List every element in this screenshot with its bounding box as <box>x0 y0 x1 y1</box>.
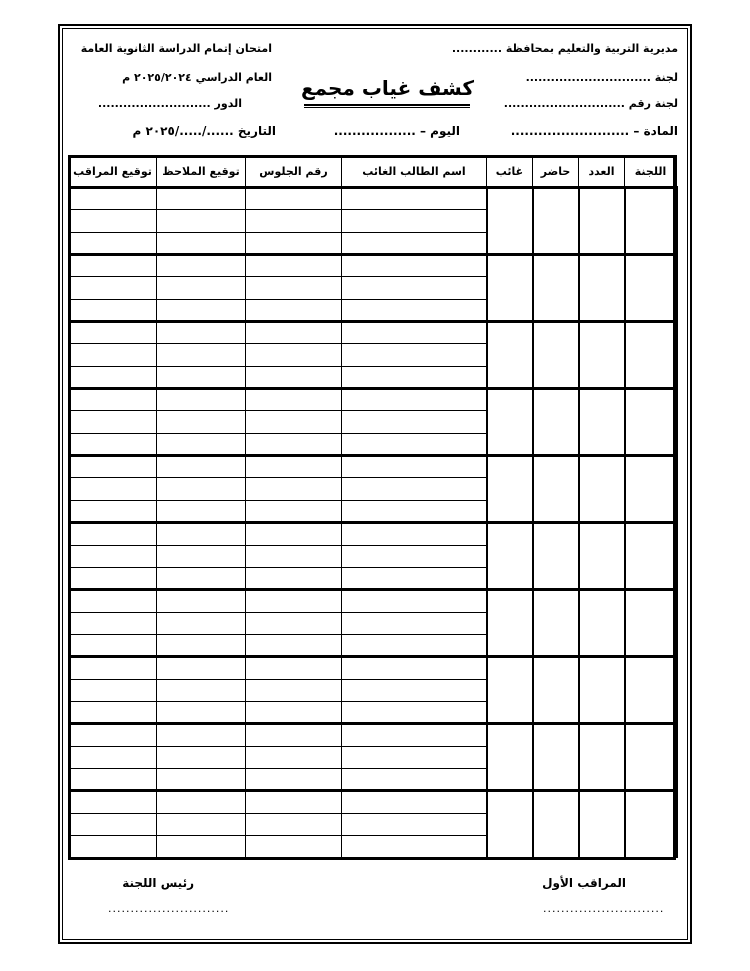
first-proctor-label: المراقب الأول <box>542 876 626 890</box>
proctor-signature-cell[interactable] <box>69 768 157 790</box>
student-name-cell[interactable] <box>342 523 487 545</box>
present-cell[interactable] <box>533 188 579 255</box>
proctor-signature-cell[interactable] <box>69 724 157 746</box>
count-cell[interactable] <box>579 590 625 657</box>
observer-signature-cell[interactable] <box>157 523 246 545</box>
student-name-cell[interactable] <box>342 634 487 656</box>
proctor-signature-cell[interactable] <box>69 835 157 857</box>
proctor-signature-cell[interactable] <box>69 277 157 299</box>
student-name-cell[interactable] <box>342 366 487 388</box>
seat-number-cell[interactable] <box>246 255 342 277</box>
absent-cell[interactable] <box>487 456 533 523</box>
student-name-cell[interactable] <box>342 835 487 857</box>
seat-number-cell[interactable] <box>246 523 342 545</box>
observer-signature-cell[interactable] <box>157 545 246 567</box>
student-name-cell[interactable] <box>342 500 487 522</box>
absent-cell[interactable] <box>487 255 533 322</box>
observer-signature-cell[interactable] <box>157 679 246 701</box>
observer-signature-cell[interactable] <box>157 232 246 254</box>
title-underline <box>304 104 470 106</box>
observer-signature-cell[interactable] <box>157 322 246 344</box>
observer-signature-cell[interactable] <box>157 813 246 835</box>
seat-number-cell[interactable] <box>246 724 342 746</box>
absence-table <box>68 155 678 858</box>
present-cell[interactable] <box>533 255 579 322</box>
committee-cell[interactable] <box>625 255 677 322</box>
observer-signature-cell[interactable] <box>157 255 246 277</box>
proctor-signature-cell[interactable] <box>69 366 157 388</box>
committee-head-signature-line: ........................... <box>108 902 230 915</box>
present-cell[interactable] <box>533 657 579 724</box>
seat-number-cell[interactable] <box>246 188 342 210</box>
observer-signature-cell[interactable] <box>157 768 246 790</box>
observer-signature-cell[interactable] <box>157 366 246 388</box>
seat-number-cell[interactable] <box>246 322 342 344</box>
col-header-seat-number: رقم الجلوس <box>246 156 342 188</box>
observer-signature-cell[interactable] <box>157 277 246 299</box>
seat-number-cell[interactable] <box>246 366 342 388</box>
proctor-signature-cell[interactable] <box>69 791 157 813</box>
student-name-cell[interactable] <box>342 813 487 835</box>
committee-cell[interactable] <box>625 188 677 255</box>
table-row <box>69 255 677 277</box>
absent-cell[interactable] <box>487 657 533 724</box>
col-header-present: حاضر <box>533 156 579 188</box>
committee-cell[interactable] <box>625 590 677 657</box>
count-cell[interactable] <box>579 724 625 791</box>
col-header-observer-signature: توقيع الملاحظ <box>157 156 246 188</box>
table-row <box>69 523 677 545</box>
table-row <box>69 590 677 612</box>
absent-cell[interactable] <box>487 724 533 791</box>
student-name-cell[interactable] <box>342 724 487 746</box>
committee-cell[interactable] <box>625 322 677 389</box>
student-name-cell[interactable] <box>342 567 487 589</box>
seat-number-cell[interactable] <box>246 411 342 433</box>
seat-number-cell[interactable] <box>246 791 342 813</box>
observer-signature-cell[interactable] <box>157 389 246 411</box>
title-underline-thin <box>304 107 470 108</box>
committee-cell[interactable] <box>625 657 677 724</box>
observer-signature-cell[interactable] <box>157 411 246 433</box>
student-name-cell[interactable] <box>342 232 487 254</box>
seat-number-cell[interactable] <box>246 277 342 299</box>
student-name-cell[interactable] <box>342 746 487 768</box>
committee-cell[interactable] <box>625 523 677 590</box>
absent-cell[interactable] <box>487 523 533 590</box>
seat-number-cell[interactable] <box>246 679 342 701</box>
proctor-signature-cell[interactable] <box>69 188 157 210</box>
seat-number-cell[interactable] <box>246 299 342 321</box>
present-cell[interactable] <box>533 791 579 858</box>
observer-signature-cell[interactable] <box>157 344 246 366</box>
academic-year-line: العام الدراسي ٢٠٢٥/٢٠٢٤ م <box>122 71 272 84</box>
seat-number-cell[interactable] <box>246 634 342 656</box>
directorate-line: مديرية التربية والتعليم بمحافظة ............ <box>451 42 678 55</box>
observer-signature-cell[interactable] <box>157 612 246 634</box>
present-cell[interactable] <box>533 590 579 657</box>
committee-cell[interactable] <box>625 389 677 456</box>
count-cell[interactable] <box>579 389 625 456</box>
observer-signature-cell[interactable] <box>157 299 246 321</box>
proctor-signature-cell[interactable] <box>69 523 157 545</box>
proctor-signature-cell[interactable] <box>69 545 157 567</box>
student-name-cell[interactable] <box>342 701 487 723</box>
table-row <box>69 657 677 679</box>
student-name-cell[interactable] <box>342 478 487 500</box>
table-row <box>69 724 677 746</box>
proctor-signature-cell[interactable] <box>69 299 157 321</box>
student-name-cell[interactable] <box>342 679 487 701</box>
seat-number-cell[interactable] <box>246 835 342 857</box>
committee-head-label: رئيس اللجنة <box>122 876 194 890</box>
observer-signature-cell[interactable] <box>157 433 246 455</box>
absent-cell[interactable] <box>487 322 533 389</box>
seat-number-cell[interactable] <box>246 232 342 254</box>
committee-cell[interactable] <box>625 724 677 791</box>
present-cell[interactable] <box>533 322 579 389</box>
observer-signature-cell[interactable] <box>157 567 246 589</box>
seat-number-cell[interactable] <box>246 657 342 679</box>
student-name-cell[interactable] <box>342 255 487 277</box>
observer-signature-cell[interactable] <box>157 210 246 232</box>
col-header-committee: اللجنة <box>625 156 677 188</box>
count-cell[interactable] <box>579 322 625 389</box>
exam-title-line: امتحان إتمام الدراسة الثانوية العامة <box>80 42 272 55</box>
proctor-signature-cell[interactable] <box>69 232 157 254</box>
col-header-count: العدد <box>579 156 625 188</box>
seat-number-cell[interactable] <box>246 746 342 768</box>
absent-cell[interactable] <box>487 389 533 456</box>
student-name-cell[interactable] <box>342 456 487 478</box>
proctor-signature-cell[interactable] <box>69 612 157 634</box>
student-name-cell[interactable] <box>342 612 487 634</box>
proctor-signature-cell[interactable] <box>69 701 157 723</box>
count-cell[interactable] <box>579 523 625 590</box>
student-name-cell[interactable] <box>342 657 487 679</box>
observer-signature-cell[interactable] <box>157 701 246 723</box>
student-name-cell[interactable] <box>342 277 487 299</box>
session-line: الدور ........................... <box>97 97 242 110</box>
count-cell[interactable] <box>579 456 625 523</box>
table-row <box>69 322 677 344</box>
table-row <box>69 188 677 210</box>
observer-signature-cell[interactable] <box>157 657 246 679</box>
present-cell[interactable] <box>533 389 579 456</box>
seat-number-cell[interactable] <box>246 567 342 589</box>
student-name-cell[interactable] <box>342 590 487 612</box>
committee-line: لجنة .............................. <box>525 71 678 84</box>
page-title: كشف غياب مجمع <box>300 76 475 100</box>
student-name-cell[interactable] <box>342 389 487 411</box>
student-name-cell[interactable] <box>342 791 487 813</box>
table-header-row <box>69 156 677 188</box>
seat-number-cell[interactable] <box>246 344 342 366</box>
proctor-signature-cell[interactable] <box>69 500 157 522</box>
seat-number-cell[interactable] <box>246 701 342 723</box>
seat-number-cell[interactable] <box>246 500 342 522</box>
proctor-signature-cell[interactable] <box>69 567 157 589</box>
table-row <box>69 456 677 478</box>
proctor-signature-cell[interactable] <box>69 322 157 344</box>
proctor-signature-cell[interactable] <box>69 255 157 277</box>
col-header-absent: غائب <box>487 156 533 188</box>
day-field: اليوم – .................. <box>333 124 460 138</box>
committee-cell[interactable] <box>625 456 677 523</box>
observer-signature-cell[interactable] <box>157 500 246 522</box>
count-cell[interactable] <box>579 255 625 322</box>
proctor-signature-cell[interactable] <box>69 456 157 478</box>
seat-number-cell[interactable] <box>246 389 342 411</box>
seat-number-cell[interactable] <box>246 768 342 790</box>
seat-number-cell[interactable] <box>246 612 342 634</box>
proctor-signature-cell[interactable] <box>69 411 157 433</box>
observer-signature-cell[interactable] <box>157 590 246 612</box>
observer-signature-cell[interactable] <box>157 746 246 768</box>
seat-number-cell[interactable] <box>246 433 342 455</box>
count-cell[interactable] <box>579 791 625 858</box>
student-name-cell[interactable] <box>342 768 487 790</box>
proctor-signature-cell[interactable] <box>69 478 157 500</box>
seat-number-cell[interactable] <box>246 590 342 612</box>
observer-signature-cell[interactable] <box>157 791 246 813</box>
seat-number-cell[interactable] <box>246 478 342 500</box>
student-name-cell[interactable] <box>342 299 487 321</box>
proctor-signature-cell[interactable] <box>69 210 157 232</box>
col-header-proctor-signature: توقيع المراقب <box>69 156 157 188</box>
proctor-signature-cell[interactable] <box>69 389 157 411</box>
proctor-signature-cell[interactable] <box>69 813 157 835</box>
absent-cell[interactable] <box>487 791 533 858</box>
student-name-cell[interactable] <box>342 545 487 567</box>
proctor-signature-cell[interactable] <box>69 746 157 768</box>
table-row <box>69 389 677 411</box>
count-cell[interactable] <box>579 188 625 255</box>
proctor-signature-cell[interactable] <box>69 679 157 701</box>
observer-signature-cell[interactable] <box>157 724 246 746</box>
date-field: التاريخ ....../...../٢٠٢٥ م <box>132 124 276 138</box>
absent-cell[interactable] <box>487 590 533 657</box>
count-cell[interactable] <box>579 657 625 724</box>
observer-signature-cell[interactable] <box>157 478 246 500</box>
observer-signature-cell[interactable] <box>157 456 246 478</box>
proctor-signature-cell[interactable] <box>69 344 157 366</box>
observer-signature-cell[interactable] <box>157 188 246 210</box>
observer-signature-cell[interactable] <box>157 835 246 857</box>
proctor-signature-cell[interactable] <box>69 590 157 612</box>
committee-cell[interactable] <box>625 791 677 858</box>
student-name-cell[interactable] <box>342 322 487 344</box>
observer-signature-cell[interactable] <box>157 634 246 656</box>
proctor-signature-cell[interactable] <box>69 634 157 656</box>
student-name-cell[interactable] <box>342 210 487 232</box>
seat-number-cell[interactable] <box>246 456 342 478</box>
present-cell[interactable] <box>533 523 579 590</box>
present-cell[interactable] <box>533 456 579 523</box>
student-name-cell[interactable] <box>342 411 487 433</box>
first-proctor-signature-line: ........................... <box>543 902 665 915</box>
proctor-signature-cell[interactable] <box>69 433 157 455</box>
committee-number-line: لجنة رقم ............................. <box>503 97 678 110</box>
proctor-signature-cell[interactable] <box>69 657 157 679</box>
student-name-cell[interactable] <box>342 344 487 366</box>
subject-line: المادة – .......................... <box>510 124 678 138</box>
student-name-cell[interactable] <box>342 188 487 210</box>
student-name-cell[interactable] <box>342 433 487 455</box>
present-cell[interactable] <box>533 724 579 791</box>
table-body <box>69 188 677 858</box>
col-header-absent-student-name: اسم الطالب الغائب <box>342 156 487 188</box>
seat-number-cell[interactable] <box>246 545 342 567</box>
seat-number-cell[interactable] <box>246 210 342 232</box>
seat-number-cell[interactable] <box>246 813 342 835</box>
absent-cell[interactable] <box>487 188 533 255</box>
table-row <box>69 791 677 813</box>
